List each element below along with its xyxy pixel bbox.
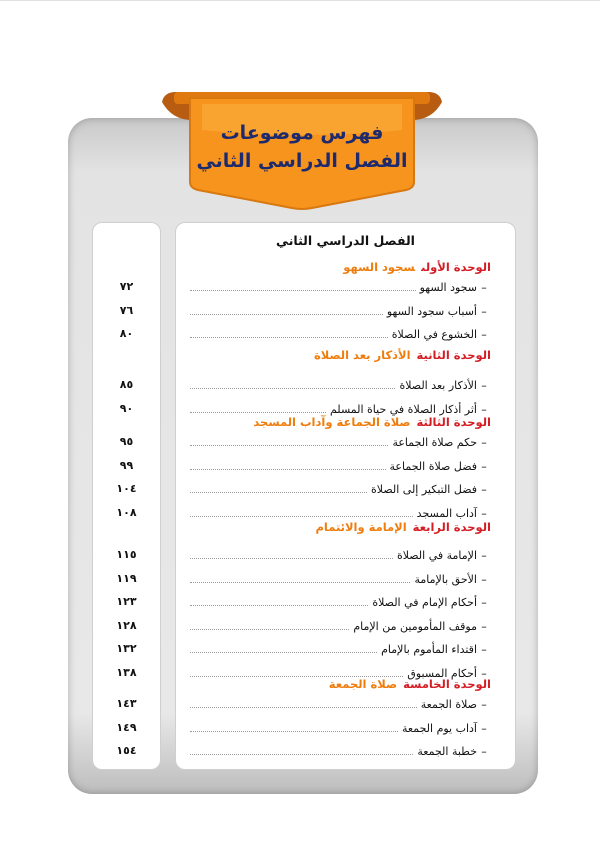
dot-leader (190, 672, 403, 677)
dot-leader (190, 648, 377, 653)
toc-entry[interactable] (190, 433, 491, 449)
toc-entry[interactable] (190, 278, 491, 294)
unit-title: الإمامة والائتمام (315, 520, 407, 534)
page-number: ١٣٨ (116, 665, 137, 679)
unit-title: صلاة الجماعة وآداب المسجد (253, 415, 411, 429)
dot-leader (190, 441, 388, 446)
entry-dash: – (481, 572, 487, 586)
entry-dash: – (481, 436, 487, 449)
unit-label: الوحدة الأولى (421, 260, 491, 274)
page-number: ١٣٢ (116, 642, 137, 655)
page-number: ٩٩ (119, 458, 134, 472)
entry-title: صلاة الجمعة (420, 698, 477, 711)
dot-leader (190, 625, 349, 630)
dot-leader (190, 512, 413, 517)
page-number: ٧٦ (119, 303, 134, 317)
page-number: ٨٠ (119, 327, 134, 340)
entry-title: حكم صلاة الجماعة (392, 436, 477, 449)
dot-leader (190, 488, 367, 493)
entry-title: آداب يوم الجمعة (402, 721, 477, 735)
entry-title: موقف المأمومين من الإمام (353, 619, 477, 633)
toc-entry[interactable] (190, 719, 491, 735)
unit-label: الوحدة الثانية (416, 348, 491, 362)
dot-leader (190, 727, 398, 732)
dot-leader (190, 310, 383, 315)
page-number: ٨٥ (119, 378, 134, 391)
page-number: ١٢٨ (116, 618, 137, 632)
toc-entry[interactable] (190, 546, 491, 562)
banner-title-line-1: فهرس موضوعات (220, 122, 384, 144)
page-number: ٩٥ (119, 435, 134, 448)
unit-label: الوحدة الخامسة (403, 677, 491, 691)
dot-leader (190, 578, 410, 583)
entry-dash: – (481, 304, 487, 318)
page-number: ١٤٣ (116, 697, 137, 710)
entry-title: فضل التبكير إلى الصلاة (371, 483, 477, 496)
page-number: ١٥٤ (116, 744, 137, 757)
toc-entry[interactable] (190, 480, 491, 496)
page-number: ١٠٨ (116, 505, 137, 519)
toc-entry[interactable] (190, 504, 491, 520)
unit-heading (315, 520, 491, 534)
entry-dash: – (481, 721, 487, 735)
entry-dash: – (481, 379, 487, 392)
entry-dash: – (481, 698, 487, 711)
dot-leader (190, 554, 393, 559)
page-number: ١٤٩ (116, 720, 137, 734)
toc-entry[interactable] (190, 570, 491, 586)
toc-entry[interactable] (190, 617, 491, 633)
entry-dash: – (481, 745, 487, 758)
entry-dash: – (481, 619, 487, 633)
toc-entry[interactable] (190, 400, 491, 416)
entry-title: أحكام المسبوق (407, 666, 477, 680)
entry-title: فضل صلاة الجماعة (389, 459, 477, 473)
unit-title: صلاة الجمعة (328, 677, 398, 691)
page-number: ٩٠ (119, 401, 134, 415)
unit-label: الوحدة الثالثة (416, 415, 491, 429)
unit-heading (329, 677, 491, 691)
unit-heading (314, 348, 491, 362)
entry-title: اقتداء المأموم بالإمام (381, 643, 477, 656)
entry-title: الإمامة في الصلاة (396, 549, 477, 562)
unit-title: سجود السهو (343, 260, 416, 274)
page-number: ١١٥ (116, 548, 137, 561)
dot-leader (190, 408, 326, 413)
entry-title: سجود السهو (419, 281, 477, 294)
entry-dash: – (481, 506, 487, 520)
entry-dash: – (481, 643, 487, 656)
entry-dash: – (481, 459, 487, 473)
page-number: ١٢٣ (116, 595, 137, 608)
entry-dash: – (481, 666, 487, 680)
toc-entry[interactable] (190, 593, 491, 609)
title-banner (162, 90, 442, 210)
page-number: ٧٢ (119, 280, 134, 293)
banner-title-line-2: الفصل الدراسي الثاني (196, 150, 408, 172)
unit-label: الوحدة الرابعة (412, 520, 491, 534)
top-border-line (0, 0, 600, 1)
entry-title: أثر أذكار الصلاة في حياة المسلم (329, 402, 477, 416)
entry-dash: – (481, 596, 487, 609)
entry-title: الأحق بالإمامة (414, 572, 477, 586)
toc-entry[interactable] (190, 695, 491, 711)
toc-entry[interactable] (190, 457, 491, 473)
page-number: ١٠٤ (116, 482, 137, 495)
toc-entry[interactable] (190, 376, 491, 392)
toc-heading: الفصل الدراسي الثاني (276, 233, 415, 248)
toc-entry[interactable] (190, 302, 491, 318)
entry-title: أحكام الإمام في الصلاة (372, 596, 477, 609)
toc-entry[interactable] (190, 640, 491, 656)
entry-title: آداب المسجد (416, 506, 477, 520)
toc-entry[interactable] (190, 325, 491, 341)
entry-dash: – (481, 483, 487, 496)
entry-dash: – (481, 402, 487, 416)
entry-dash: – (481, 549, 487, 562)
entry-dash: – (481, 281, 487, 294)
unit-heading (253, 415, 491, 429)
toc-card (175, 222, 516, 770)
dot-leader (190, 286, 416, 291)
dot-leader (190, 750, 413, 755)
entry-title: خطبة الجمعة (417, 745, 477, 758)
unit-heading (343, 260, 491, 274)
dot-leader (190, 384, 395, 389)
entry-title: الخشوع في الصلاة (391, 328, 477, 341)
dot-leader (190, 333, 388, 338)
toc-entry[interactable] (190, 742, 491, 758)
entry-title: الأذكار بعد الصلاة (399, 379, 477, 392)
dot-leader (190, 601, 368, 606)
dot-leader (190, 703, 417, 708)
page-number: ١١٩ (116, 571, 137, 585)
entry-title: أسباب سجود السهو (386, 304, 477, 318)
page-numbers-column (92, 222, 161, 770)
unit-title: الأذكار بعد الصلاة (313, 348, 411, 362)
entry-dash: – (481, 328, 487, 341)
dot-leader (190, 465, 386, 470)
